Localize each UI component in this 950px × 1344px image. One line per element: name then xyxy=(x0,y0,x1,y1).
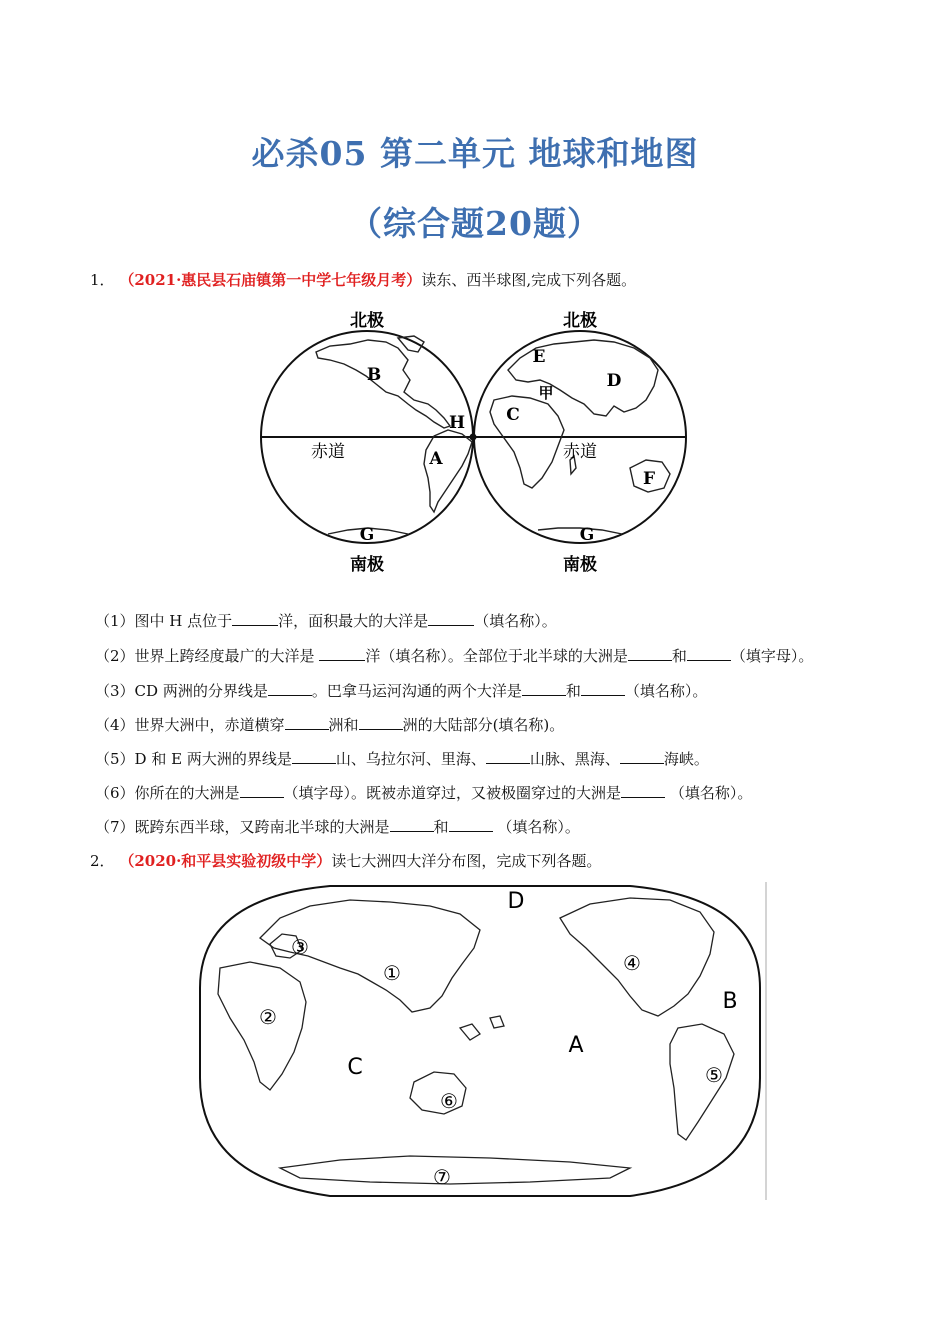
north-pole-label-east: 北极 xyxy=(563,311,597,331)
label-a: A xyxy=(429,449,443,469)
answer-blank[interactable] xyxy=(285,714,329,730)
answer-blank[interactable] xyxy=(232,610,278,626)
label-a: A xyxy=(568,1033,584,1058)
label-n6: ⑥ xyxy=(440,1089,458,1113)
label-n3: ③ xyxy=(291,935,309,959)
label-c: C xyxy=(347,1055,363,1080)
question-1-source: （2021·惠民县石庙镇第一中学七年级月考） xyxy=(119,271,422,289)
label-d: D xyxy=(606,371,622,391)
north-pole-label-west: 北极 xyxy=(350,311,384,331)
hemisphere-map xyxy=(258,300,692,580)
q1-sub-1: （1）图中 H 点位于 洋，面积最大的大洋是 （填名称）。 xyxy=(95,612,557,630)
label-n2: ② xyxy=(259,1005,277,1029)
q1-sub-5: （5）D 和 E 两大洲的界线是 山、乌拉尔河、里海、 山脉、黑海、 海峡。 xyxy=(95,750,709,768)
answer-blank[interactable] xyxy=(319,645,365,661)
question-1-number: 1． xyxy=(90,271,115,289)
map-frame xyxy=(200,886,760,1196)
answer-blank[interactable] xyxy=(620,748,664,764)
page-subtitle: （综合题20题） xyxy=(349,204,601,243)
q1-sub-7: （7）既跨东西半球，又跨南北半球的大洲是 和 （填名称）。 xyxy=(95,818,580,836)
q1-sub-3: （3）CD 两洲的分界线是 。巴拿马运河沟通的两个大洋是 和 （填名称）。 xyxy=(95,682,708,700)
answer-blank[interactable] xyxy=(428,610,474,626)
answer-blank[interactable] xyxy=(292,748,336,764)
label-f: F xyxy=(642,469,656,489)
label-g-west: G xyxy=(359,525,375,545)
q1-sub-6: （6）你所在的大洲是 （填字母）。既被赤道穿过，又被极圈穿过的大洲是 （填名称）。 xyxy=(95,784,753,802)
equator-label-east: 赤道 xyxy=(563,442,597,462)
point-h-dot xyxy=(470,434,477,441)
answer-blank[interactable] xyxy=(268,680,312,696)
question-1 xyxy=(90,270,636,290)
q1-sub-2: （2）世界上跨经度最广的大洋是 洋（填名称）。全部位于北半球的大洲是 和 （填字母）。 xyxy=(95,647,814,665)
label-h: H xyxy=(448,413,466,433)
equator-label-west: 赤道 xyxy=(311,442,345,462)
answer-blank[interactable] xyxy=(240,782,284,798)
label-n1: ① xyxy=(383,961,401,985)
label-d: D xyxy=(507,889,525,914)
label-b: B xyxy=(366,365,382,385)
answer-blank[interactable] xyxy=(687,645,731,661)
label-n4: ④ xyxy=(623,951,641,975)
world-map xyxy=(190,878,770,1200)
label-b: B xyxy=(722,989,738,1014)
label-n7: ⑦ xyxy=(433,1165,451,1189)
answer-blank[interactable] xyxy=(522,680,566,696)
answer-blank[interactable] xyxy=(581,680,625,696)
label-g-east: G xyxy=(579,525,595,545)
answer-blank[interactable] xyxy=(486,748,530,764)
south-pole-label-west: 南极 xyxy=(350,555,384,575)
answer-blank[interactable] xyxy=(621,782,665,798)
question-2 xyxy=(90,851,601,871)
south-pole-label-east: 南极 xyxy=(563,555,597,575)
label-e: E xyxy=(532,347,546,367)
answer-blank[interactable] xyxy=(359,714,403,730)
question-2-prompt: 读七大洲四大洋分布图，完成下列各题。 xyxy=(331,852,602,870)
label-c: C xyxy=(506,405,520,425)
label-jia: 甲 xyxy=(538,384,554,402)
answer-blank[interactable] xyxy=(390,816,434,832)
page-title: 必杀05 第二单元 地球和地图 xyxy=(251,134,699,173)
answer-blank[interactable] xyxy=(449,816,493,832)
q1-sub-4: （4）世界大洲中，赤道横穿 洲和 洲的大陆部分(填名称)。 xyxy=(95,716,565,734)
label-n5: ⑤ xyxy=(705,1063,723,1087)
answer-blank[interactable] xyxy=(628,645,672,661)
question-2-number: 2． xyxy=(90,852,115,870)
question-1-prompt: 读东、西半球图,完成下列各题。 xyxy=(421,271,637,289)
question-2-source: （2020·和平县实验初级中学） xyxy=(119,852,332,870)
